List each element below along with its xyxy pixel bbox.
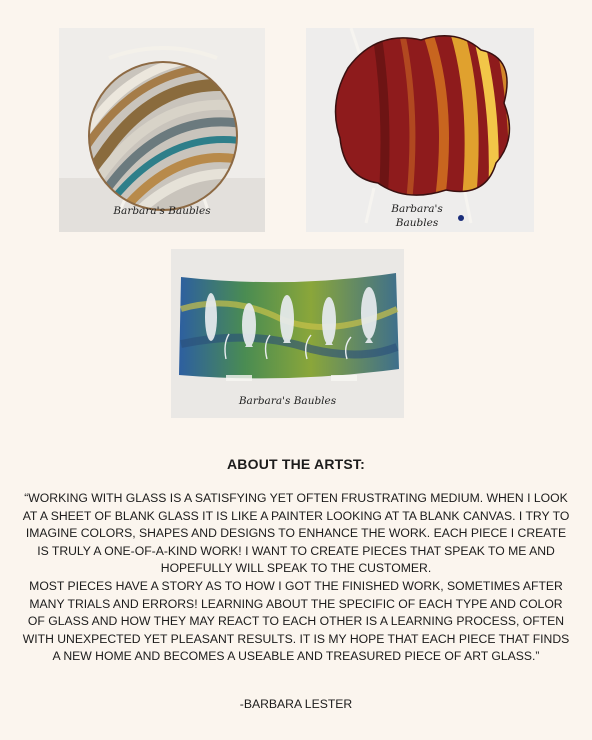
glass-plate-photo-3 xyxy=(171,249,404,418)
photo-caption: Barbara's Baubles xyxy=(113,205,211,217)
about-heading: ABOUT THE ARTST: xyxy=(226,456,365,472)
fish-plate-image xyxy=(171,249,404,418)
statement-paragraph-2: MOST PIECES HAVE A STORY AS TO HOW I GOT THE FINISHED WORK, SOMETIMES AFTER MANY TRIALS AND ERRORS! LEARNING ABOUT THE SPECIFIC OF EACH TYPE AND COLOR OF GLASS AND HOW THEY MAY REACT TO EACH OTHER IS A LEARNING PROCESS, OFTEN WITH UNEXPECTED YET PLEASANT RESULTS. IT IS MY HOPE THAT EACH PIECE THAT FINDS A NEW HOME AND BECOMES A USEABLE AND TREASURED PIECE OF ART GLASS.” xyxy=(22,578,570,664)
statement-paragraph-1: “WORKING WITH GLASS IS A SATISFYING YET OFTEN FRUSTRATING MEDIUM. WHEN I LOOK AT A SHEET OF BLANK GLASS IT IS LIKE A PAINTER LOOKING AT TA BLANK CANVAS. I TRY TO IMAGINE COLORS, SHAPES AND DESIGNS TO ENHANCE THE WORK. EACH PIECE I CREATE IS TRULY A ONE-OF-A-KIND WORK! I WANT TO CREATE PIECES THAT SPEAK TO ME AND HOPEFULLY WILL SPEAK TO THE CUSTOMER. xyxy=(22,491,570,576)
artist-signature: -BARBARA LESTER xyxy=(239,697,353,711)
photo-caption-text: Barbara's Baubles xyxy=(391,203,443,229)
artist-statement xyxy=(20,490,572,666)
photo-caption: Barbara's Baubles xyxy=(238,395,337,407)
glass-dish-photo-1 xyxy=(59,28,265,232)
photo-caption xyxy=(372,202,462,230)
swirl-bowl-image xyxy=(59,28,265,232)
glass-dish-photo-2 xyxy=(306,28,534,232)
